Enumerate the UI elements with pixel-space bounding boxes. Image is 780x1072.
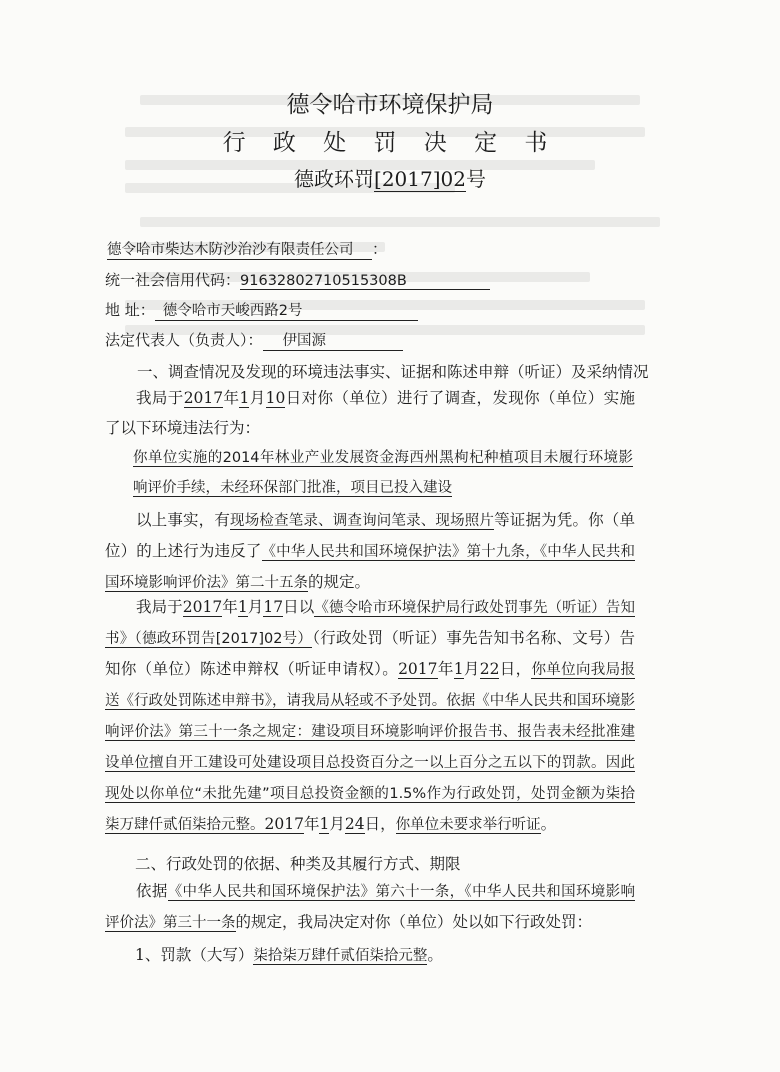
credit-code-label: 统一社会信用代码： (105, 271, 241, 289)
p2-text-a: 以上事实，有 (136, 511, 231, 529)
penalty-basis-law: 《中华人民共和国环境保护法》第六十一条，《中华人民共和国环境影响评价法》第三十一条 (105, 884, 635, 931)
p1-text-a: 我局于 (136, 389, 184, 407)
s2-text-a: 依据 (136, 882, 168, 900)
doc-number-prefix: 德政环罚 (294, 167, 375, 191)
section1-heading: 一、调查情况及发现的环境违法事实、证据和陈述申辩（听证）及采纳情况 (137, 363, 649, 381)
p3-text-j: 月 (329, 815, 345, 833)
representative-label: 法定代表人（负责人）： (105, 331, 263, 349)
notice-month: 1 (237, 598, 248, 616)
doc-number-bracket: [2017]02 (374, 167, 466, 191)
document-number (0, 163, 780, 192)
address-value: 德令哈市天峻西路2号 (155, 299, 418, 321)
p2-text-b: 等证据为凭。你（单位）的上述行为违反了 (105, 511, 635, 560)
p3-text-i: 年 (303, 815, 320, 833)
representative-line (105, 329, 403, 351)
address-line (105, 299, 418, 321)
violation-description (133, 443, 633, 503)
p3-text-d: 日以 (283, 598, 315, 616)
p1-text-c: 月 (249, 389, 266, 407)
p2-text-c: 的规定。 (308, 573, 371, 591)
reply-year: 2017 (398, 660, 438, 678)
penalty-item-1 (135, 943, 443, 965)
violation-text: 你单位实施的2014年林业产业发展资金海西州黑枸杞种植项目未履行环境影响评价手续，未经环保部门批准，项目已投入建设 (133, 450, 633, 496)
party-name: 德令哈市柴达木防沙治沙有限责任公司 (107, 238, 372, 260)
reply-and-decision: 你单位向我局报送《行政处罚陈述申辩书》，请我局从轻或不予处罚。依据《中华人民共和国环境影响评价法》第三十一条之规定：建设项目环境影响评价报告书、报告表未经批准建设单位擅自开工建设可处建设项目总投资百分之一以上百分之五以下的罚款。因此现处以你单位“未批先建”项目总投资金额的1.5%作为行政处罚，处罚金额为柒拾柒万肆仟贰佰柒拾元整。 (105, 662, 635, 833)
p3-text-l: 。 (540, 815, 557, 833)
notice-document: 《德令哈市环境保护局行政处罚事先（听证）告知书》（德政环罚告[2017]02号） (105, 600, 635, 647)
legal-basis-paragraph (105, 876, 635, 938)
p3-text-f: 年 (437, 660, 454, 678)
p1-text-b: 年 (223, 389, 240, 407)
p3-text-e: （行政处罚（听证）事先告知书名称、文号）告知你（单位）陈述申辩权（听证申请权）。 (105, 629, 635, 678)
s2-text-b: 的规定，我局决定对你（单位）处以如下行政处罚： (235, 913, 593, 931)
p3-text-h: 日， (499, 660, 532, 678)
investigation-paragraph (105, 383, 635, 443)
address-label: 地 址： (105, 301, 155, 319)
p3-text-g: 月 (463, 660, 480, 678)
reply-day: 22 (479, 660, 500, 678)
p3-text-a: 我局于 (136, 598, 183, 616)
violated-law: 《中华人民共和国环境保护法》第十九条，《中华人民共和国环境影响评价法》第二十五条 (105, 544, 635, 591)
party-name-line (107, 238, 387, 260)
evidence-paragraph (105, 505, 635, 598)
fine-amount: 柒拾柒万肆仟贰佰柒拾元整 (253, 948, 428, 964)
reply-month: 1 (453, 660, 464, 678)
investigation-day: 10 (265, 389, 286, 407)
p3-text-k: 日， (364, 815, 396, 833)
credit-code-line (105, 269, 490, 290)
document-type-title: 行 政 处 罚 决 定 书 (222, 130, 558, 156)
hearing-year: 2017 (264, 815, 304, 833)
doc-number-suffix: 号 (465, 167, 486, 191)
credit-code-value: 91632802710515308B (240, 273, 490, 290)
notice-year: 2017 (182, 598, 223, 616)
section2-heading: 二、行政处罚的依据、种类及其履行方式、期限 (135, 855, 461, 873)
agency-title: 德令哈市环境保护局 (286, 92, 494, 118)
fine-end: 。 (427, 946, 443, 964)
p1-text-d: 日对你（单位）进行了调查，发现你（单位）实施了以下环境违法行为： (105, 389, 635, 437)
party-name-colon: ： (372, 240, 388, 258)
investigation-year: 2017 (183, 389, 224, 407)
fine-label: 1、罚款（大写） (135, 946, 254, 964)
p3-text-b: 年 (222, 598, 238, 616)
evidence-list: 现场检查笔录、调查询问笔录、现场照片 (230, 513, 495, 529)
representative-value: 伊国源 (263, 329, 403, 351)
notice-day: 17 (263, 598, 284, 616)
hearing-month: 1 (319, 815, 330, 833)
hearing-status: 你单位未要求举行听证 (395, 817, 541, 833)
p3-text-c: 月 (247, 598, 264, 616)
hearing-day: 24 (344, 815, 365, 833)
investigation-month: 1 (239, 389, 250, 407)
notice-paragraph (105, 592, 635, 840)
